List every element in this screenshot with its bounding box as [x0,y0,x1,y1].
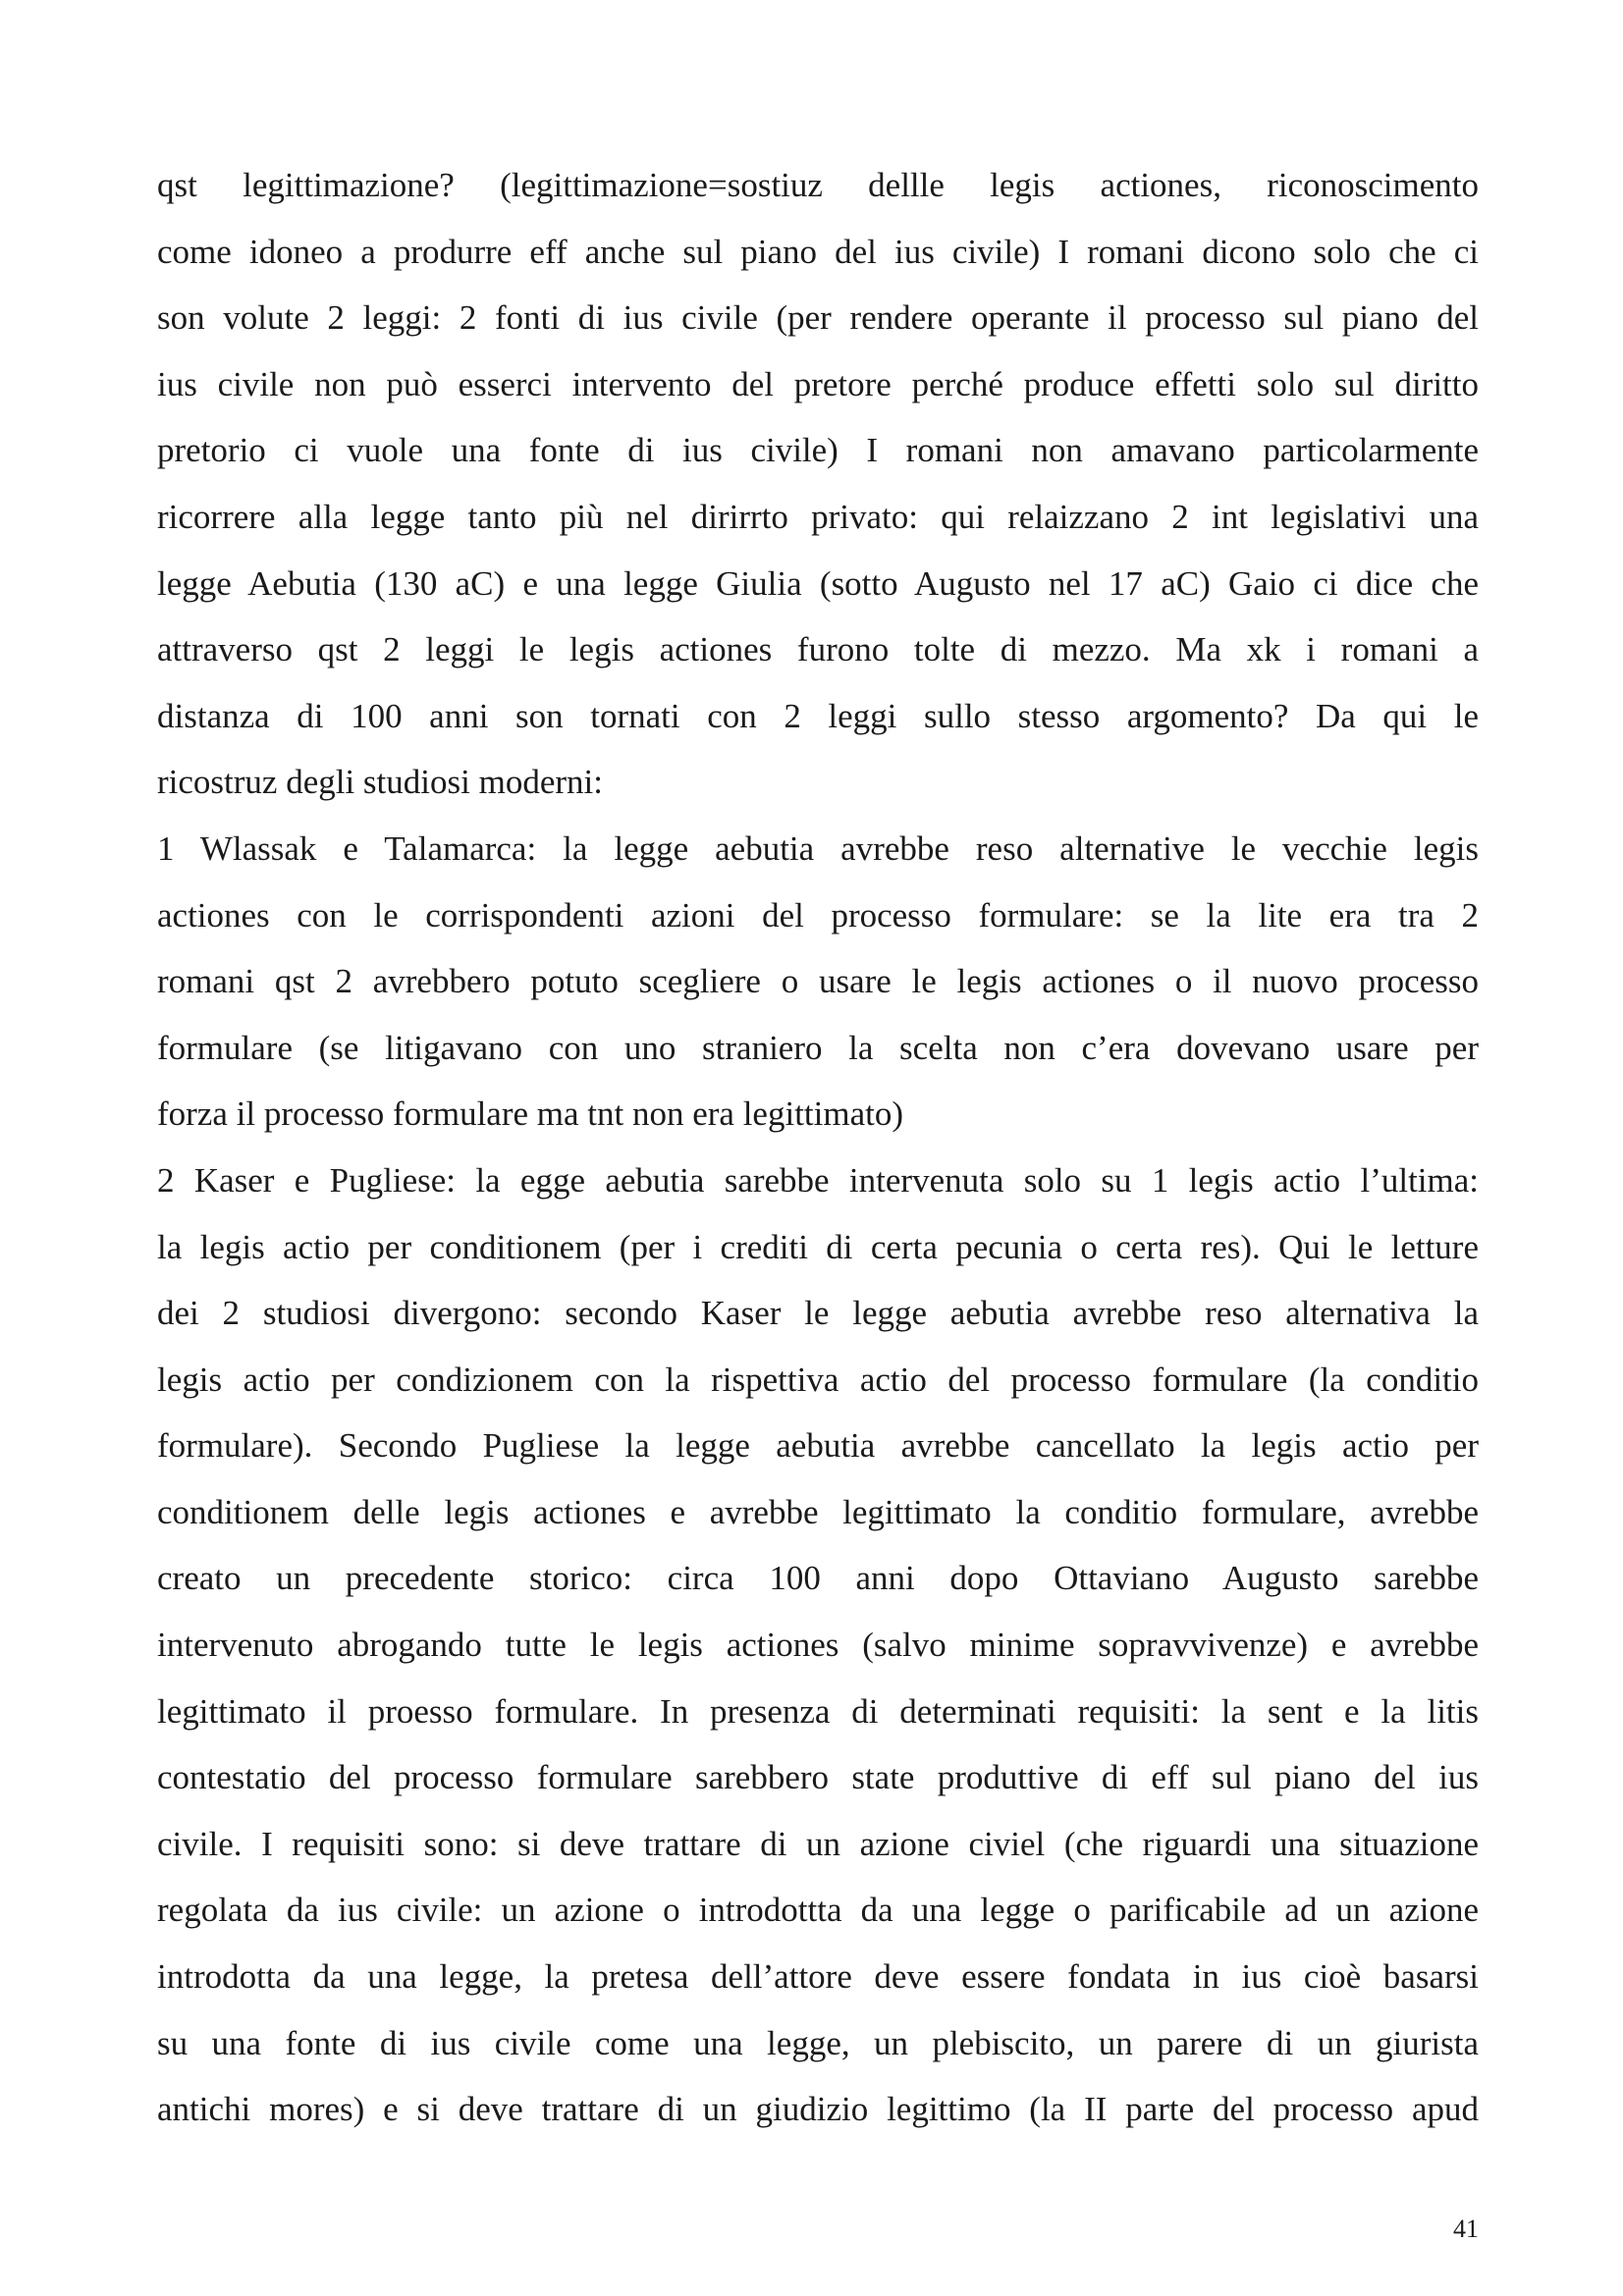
text-line: formulare (se litigavano con uno straniero la scelta non c’era dovevano usare per [157,1028,1479,1067]
text-line: regolata da ius civile: un azione o introdottta da una legge o parificabile ad un azione [157,1891,1479,1930]
text-line: forza il processo formulare ma tnt non era legittimato) [157,1095,904,1134]
text-line: la legis actio per conditionem (per i crediti di certa pecunia o certa res). Qui le letture [157,1227,1479,1266]
text-line: intervenuto abrogando tutte le legis actiones (salvo minime sopravvivenze) e avrebbe [157,1626,1479,1665]
text-line: antichi mores) e si deve trattare di un giudizio legittimo (la II parte del processo apud [157,2090,1479,2129]
text-line: legittimato il proesso formulare. In presenza di determinati requisiti: la sent e la litis [157,1691,1479,1731]
text-line: pretorio ci vuole una fonte di ius civile) I romani non amavano particolarmente [157,431,1479,470]
text-line: romani qst 2 avrebbero potuto scegliere o usare le legis actiones o il nuovo processo [157,962,1479,1001]
text-line: dei 2 studiosi divergono: secondo Kaser le legge aebutia avrebbe reso alternativa la [157,1294,1479,1333]
text-line: ricostruz degli studiosi moderni: [157,763,603,802]
text-line: attraverso qst 2 leggi le legis actiones furono tolte di mezzo. Ma xk i romani a [157,630,1479,669]
text-line: 1 Wlassak e Talamarca: la legge aebutia avrebbe reso alternative le vecchie legis [157,828,1479,868]
text-line: ius civile non può esserci intervento del pretore perché produce effetti solo sul diritto [157,364,1479,403]
text-line: formulare). Secondo Pugliese la legge aebutia avrebbe cancellato la legis actio per [157,1426,1479,1466]
text-line: actiones con le corrispondenti azioni del processo formulare: se la lite era tra 2 [157,895,1479,934]
text-line: son volute 2 leggi: 2 fonti di ius civile (per rendere operante il processo sul piano del [157,298,1479,338]
body-text [157,152,1479,2143]
text-line: come idoneo a produrre eff anche sul piano del ius civile) I romani dicono solo che ci [157,232,1479,271]
text-line: su una fonte di ius civile come una legge, un plebiscito, un parere di un giurista [157,2023,1479,2062]
text-line: conditionem delle legis actiones e avrebbe legittimato la conditio formulare, avrebbe [157,1492,1479,1531]
text-line: qst legittimazione? (legittimazione=sostiuz dellle legis actiones, riconoscimento [157,166,1479,204]
text-line: distanza di 100 anni son tornati con 2 leggi sullo stesso argomento? Da qui le [157,696,1479,735]
text-line: legge Aebutia (130 aC) e una legge Giulia (sotto Augusto nel 17 aC) Gaio ci dice che [157,563,1479,603]
text-line: legis actio per condizionem con la rispettiva actio del processo formulare (la conditio [157,1360,1479,1399]
text-line: contestatio del processo formulare sarebbero state produttive di eff sul piano del ius [157,1758,1479,1797]
text-line: civile. I requisiti sono: si deve trattare di un azione civiel (che riguardi una situazione [157,1824,1479,1863]
text-line: ricorrere alla legge tanto più nel dirirrto privato: qui relaizzano 2 int legislativi una [157,497,1479,536]
text-line: introdotta da una legge, la pretesa dell’attore deve essere fondata in ius cioè basarsi [157,1957,1479,1997]
page-number: 41 [1453,2215,1479,2243]
text-line: creato un precedente storico: circa 100 anni dopo Ottaviano Augusto sarebbe [157,1559,1479,1598]
text-line: 2 Kaser e Pugliese: la egge aebutia sarebbe intervenuta solo su 1 legis actio l’ultima: [157,1160,1479,1200]
